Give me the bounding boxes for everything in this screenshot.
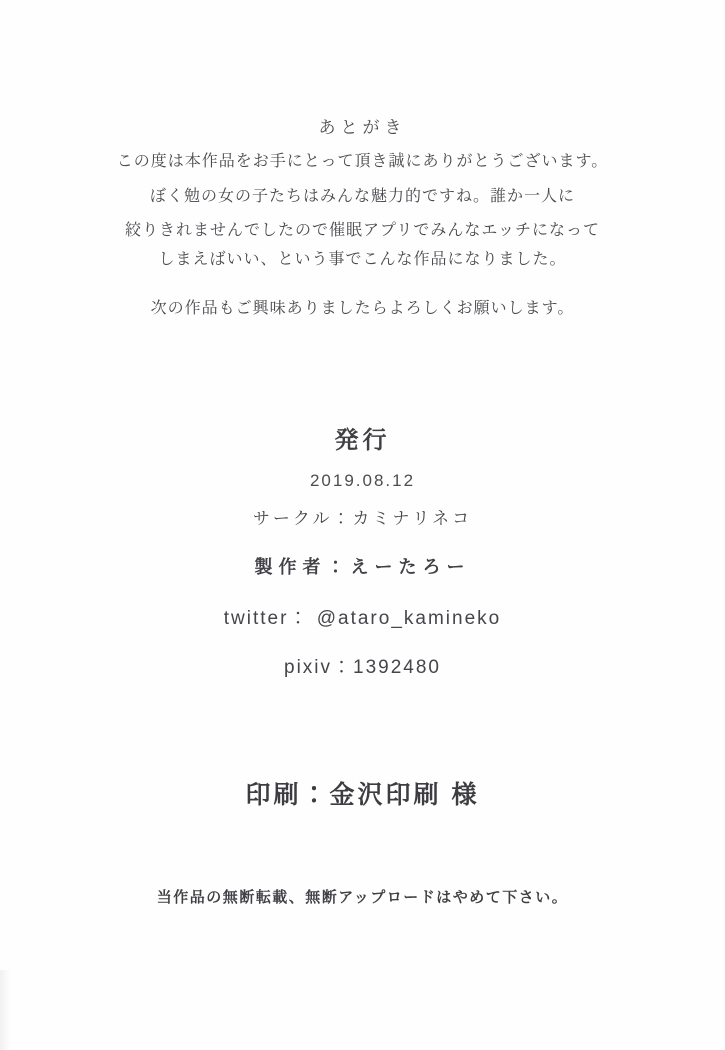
afterword-text-line: この度は本作品をお手にとって頂き誠にありがとうございます。 xyxy=(116,153,609,170)
afterword-text-line: しまえばいい、という事でこんな作品になりました。 xyxy=(158,251,567,268)
no-reupload-notice: 当作品の無断転載、無断アップロードはやめて下さい。 xyxy=(156,889,569,906)
pixiv-id-line: pixiv：1392480 xyxy=(284,657,441,678)
afterword-title: あとがき xyxy=(318,118,407,137)
afterword-text-line: ぼく勉の女の子たちはみんな魅力的ですね。誰か一人に xyxy=(149,188,575,205)
publication-heading: 発行 xyxy=(334,427,391,454)
creator-name-line: 製作者：えーたろー xyxy=(254,557,471,577)
afterword-closing-line: 次の作品もご興味ありましたらよろしくお願いします。 xyxy=(150,300,575,317)
circle-name-line: サークル：カミナリネコ xyxy=(252,509,473,528)
afterword-text-line: 絞りきれませんでしたので催眠アプリでみんなエッチになって xyxy=(124,222,601,239)
twitter-handle-line: twitter： @ataro_kamineko xyxy=(223,608,502,629)
printer-credit-line: 印刷：金沢印刷 様 xyxy=(245,781,480,809)
publication-date: 2019.08.12 xyxy=(309,471,416,490)
